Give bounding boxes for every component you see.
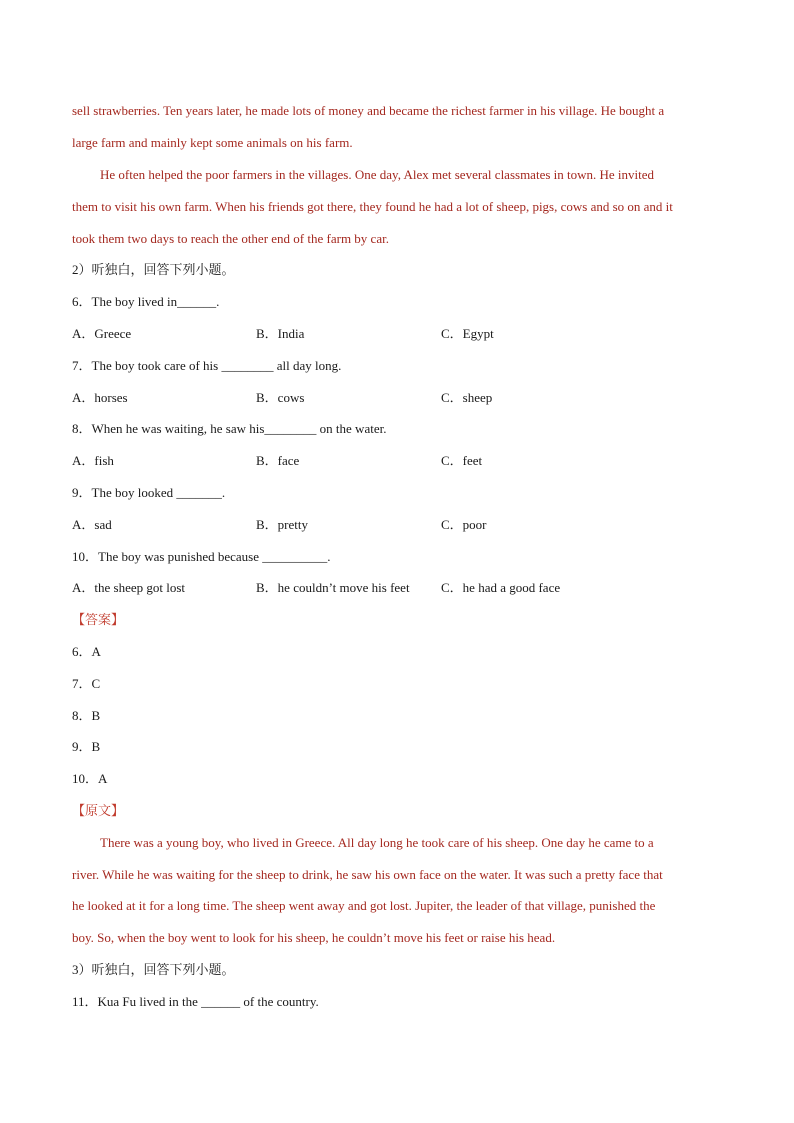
passage-line: took them two days to reach the other end of the farm by car. xyxy=(72,231,389,246)
answer-item: 10．A xyxy=(72,771,108,786)
passage-line: them to visit his own farm. When his friends got there, they found he had a lot of sheep, pigs, cows and so on and it xyxy=(72,199,673,214)
question-stem: 6．The boy lived in______. xyxy=(72,294,220,309)
option-c: C．feet xyxy=(441,453,483,468)
option-c: C．poor xyxy=(441,517,487,532)
passage-line: He often helped the poor farmers in the villages. One day, Alex met several classmates in town. He invited xyxy=(100,167,655,182)
answer-item: 7．C xyxy=(72,676,101,691)
option-a: A．sad xyxy=(72,517,112,532)
original-text-line: river. While he was waiting for the sheep to drink, he saw his own face on the water. It was such a pretty face that xyxy=(72,867,663,882)
answer-item: 8．B xyxy=(72,708,101,723)
passage-line: large farm and mainly kept some animals on his farm. xyxy=(72,135,353,150)
option-b: B．India xyxy=(256,326,305,341)
option-c: C．Egypt xyxy=(441,326,494,341)
option-c: C．he had a good face xyxy=(441,580,561,595)
option-b: B．pretty xyxy=(256,517,308,532)
answer-item: 6．A xyxy=(72,644,101,659)
option-c: C．sheep xyxy=(441,390,493,405)
option-a: A．Greece xyxy=(72,326,132,341)
question-stem: 9．The boy looked _______. xyxy=(72,485,226,500)
section-heading: 2）听独白，回答下列小题。 xyxy=(72,262,235,277)
section-heading: 3）听独白，回答下列小题。 xyxy=(72,962,235,977)
option-b: B．cows xyxy=(256,390,305,405)
question-stem: 10．The boy was punished because __________. xyxy=(72,549,331,564)
answer-tag: 【答案】 xyxy=(72,612,125,627)
option-b: B．he couldn’t move his feet xyxy=(256,580,410,595)
original-text-line: There was a young boy, who lived in Greece. All day long he took care of his sheep. One day he came to a xyxy=(100,835,654,850)
original-text-line: boy. So, when the boy went to look for his sheep, he couldn’t move his feet or raise his head. xyxy=(72,930,556,945)
option-a: A．the sheep got lost xyxy=(72,580,186,595)
question-stem: 11．Kua Fu lived in the ______ of the country. xyxy=(72,994,319,1009)
option-a: A．fish xyxy=(72,453,114,468)
question-stem: 7．The boy took care of his ________ all day long. xyxy=(72,358,342,373)
answer-item: 9．B xyxy=(72,739,101,754)
question-stem: 8．When he was waiting, he saw his________ on the water. xyxy=(72,421,387,436)
original-text-line: he looked at it for a long time. The sheep went away and got lost. Jupiter, the leader of that village, punished the xyxy=(72,898,656,913)
original-text-tag: 【原文】 xyxy=(72,803,125,818)
passage-line: sell strawberries. Ten years later, he made lots of money and became the richest farmer in his village. He bought a xyxy=(72,103,665,118)
option-a: A．horses xyxy=(72,390,128,405)
option-b: B．face xyxy=(256,453,300,468)
